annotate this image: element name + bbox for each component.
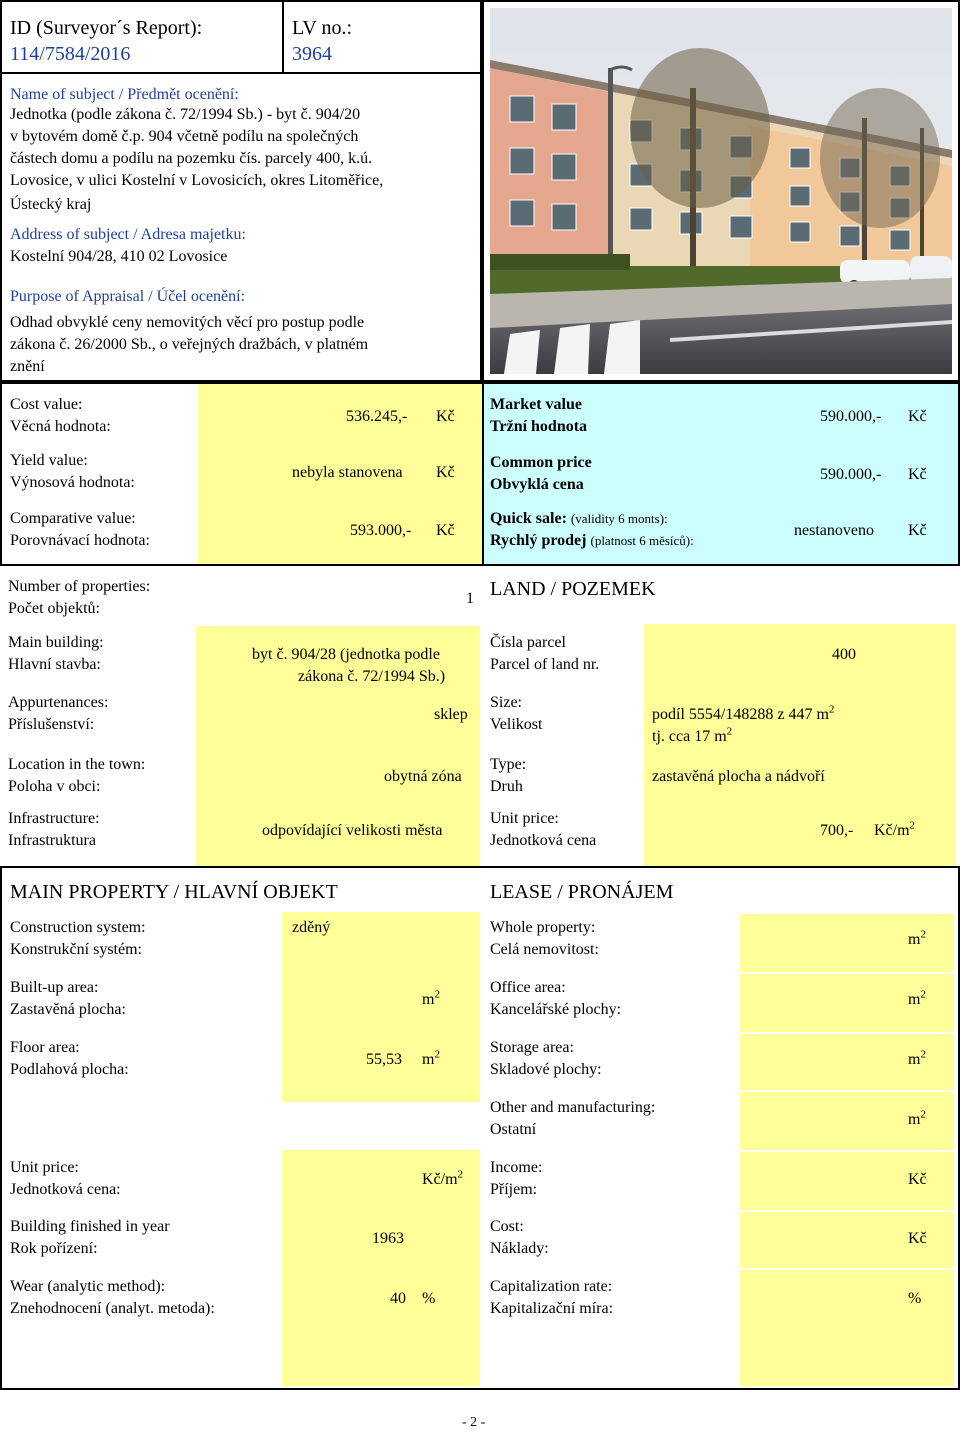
lease-divider-3 xyxy=(740,1090,954,1092)
lease-title: LEASE / PRONÁJEM xyxy=(490,881,674,903)
subject-name-line-1: Jednotka (podle zákona č. 72/1994 Sb.) - byt č. 904/20 xyxy=(10,106,361,123)
income-label-en: Income: xyxy=(490,1159,543,1176)
office-label-cz: Kancelářské plochy: xyxy=(490,1001,622,1018)
wear-label-cz: Znehodnocení (analyt. metoda): xyxy=(10,1300,215,1317)
wear-value: 40 xyxy=(390,1290,406,1307)
page-number: - 2 - xyxy=(462,1415,486,1430)
subject-name-label: Name of subject / Předmět ocenění: xyxy=(10,86,239,103)
year-value: 1963 xyxy=(372,1230,404,1247)
cap-rate-percent: % xyxy=(908,1290,922,1307)
wear-percent: % xyxy=(422,1290,436,1307)
comp-label-cz: Porovnávací hodnota: xyxy=(10,532,150,549)
lease-divider-4 xyxy=(740,1150,954,1152)
appurtenances-value: sklep xyxy=(434,706,468,723)
whole-unit-text: m xyxy=(908,931,921,948)
common-label-cz: Obvyklá cena xyxy=(490,476,584,493)
floor-area-unit-text: m xyxy=(422,1051,435,1068)
main-building-label-en: Main building: xyxy=(8,634,104,651)
cost-label-en: Cost value: xyxy=(10,396,83,413)
built-area-label-en: Built-up area: xyxy=(10,979,99,996)
storage-unit xyxy=(908,1049,926,1071)
other-label-cz: Ostatní xyxy=(490,1121,537,1138)
quick-label-en-bold: Quick sale: xyxy=(490,510,567,527)
quick-currency: Kč xyxy=(908,522,927,539)
quick-label-en xyxy=(490,508,668,530)
purpose-label: Purpose of Appraisal / Účel ocenění: xyxy=(10,288,246,305)
land-unit-unit-sup: 2 xyxy=(909,819,916,832)
yield-label-en: Yield value: xyxy=(10,452,88,469)
subject-box xyxy=(0,72,482,382)
land-unit-value: 700,- xyxy=(820,822,854,839)
id-box xyxy=(0,0,284,74)
building-photo-image xyxy=(490,8,952,374)
lv-value: 3964 xyxy=(292,43,332,65)
quick-label-cz-note: (platnost 6 měsíců): xyxy=(590,533,694,548)
floor-area-unit xyxy=(422,1049,440,1071)
year-label-cz: Rok pořízení: xyxy=(10,1240,98,1257)
whole-unit-sup: 2 xyxy=(920,928,926,941)
common-label-en: Common price xyxy=(490,454,592,471)
size-label-en: Size: xyxy=(490,694,522,711)
infrastructure-label-en: Infrastructure: xyxy=(8,810,100,827)
lv-label: LV no.: xyxy=(292,17,353,39)
subject-name-line-3: částech domu a podílu na pozemku čís. parcely 400, k.ú. xyxy=(10,150,373,167)
floor-area-label-en: Floor area: xyxy=(10,1039,80,1056)
quick-label-cz xyxy=(490,530,694,552)
unit-price-unit-text: Kč/m xyxy=(422,1171,458,1188)
office-label-en: Office area: xyxy=(490,979,566,996)
address-label: Address of subject / Adresa majetku: xyxy=(10,226,246,243)
purpose-line-2: zákona č. 26/2000 Sb., o veřejných dražbách, v platném xyxy=(10,336,369,353)
lease-cost-currency: Kč xyxy=(908,1230,927,1247)
land-unit-label-en: Unit price: xyxy=(490,810,559,827)
bottom-box xyxy=(0,866,960,1390)
size-value-1 xyxy=(652,704,834,726)
common-value: 590.000,- xyxy=(820,466,882,483)
lease-divider-2 xyxy=(740,1032,954,1034)
quick-value: nestanoveno xyxy=(794,522,874,539)
storage-label-en: Storage area: xyxy=(490,1039,574,1056)
lease-divider-6 xyxy=(740,1268,954,1270)
whole-unit xyxy=(908,929,926,951)
quick-label-cz-bold: Rychlý prodej xyxy=(490,532,587,549)
unit-price-label-en: Unit price: xyxy=(10,1159,79,1176)
parcel-label-en: Parcel of land nr. xyxy=(490,656,600,673)
values-left-box xyxy=(0,382,484,566)
yield-currency: Kč xyxy=(436,464,455,481)
purpose-line-3: znění xyxy=(10,358,45,375)
parcel-value: 400 xyxy=(832,646,856,663)
subject-name-line-2: v bytovém domě č.p. 904 včetně podílu na společných xyxy=(10,128,359,145)
cost-label-cz: Věcná hodnota: xyxy=(10,418,111,435)
land-unit-unit-text: Kč/m xyxy=(874,822,910,839)
comp-value: 593.000,- xyxy=(350,522,412,539)
office-unit xyxy=(908,989,926,1011)
floor-area-value: 55,53 xyxy=(366,1051,402,1068)
subject-name-line-5: Ústecký kraj xyxy=(10,196,92,213)
storage-unit-text: m xyxy=(908,1051,921,1068)
unit-price-unit xyxy=(422,1169,463,1191)
main-building-label-cz: Hlavní stavba: xyxy=(8,656,101,673)
built-area-unit-text: m xyxy=(422,991,435,1008)
location-label-cz: Poloha v obci: xyxy=(8,778,101,795)
appurtenances-label-en: Appurtenances: xyxy=(8,694,109,711)
size-value-1-text: podíl 5554/148288 z 447 m xyxy=(652,706,829,723)
comp-label-en: Comparative value: xyxy=(10,510,136,527)
appurtenances-label-cz: Příslušenství: xyxy=(8,716,95,733)
purpose-line-1: Odhad obvyklé ceny nemovitých věcí pro postup podle xyxy=(10,314,365,331)
main-property-title: MAIN PROPERTY / HLAVNÍ OBJEKT xyxy=(10,881,338,903)
construction-value: zděný xyxy=(292,919,331,936)
address-value: Kostelní 904/28, 410 02 Lovosice xyxy=(10,248,228,265)
other-unit xyxy=(908,1109,926,1131)
market-label-cz: Tržní hodnota xyxy=(490,418,588,435)
built-area-label-cz: Zastavěná plocha: xyxy=(10,1001,126,1018)
other-unit-text: m xyxy=(908,1111,921,1128)
office-unit-text: m xyxy=(908,991,921,1008)
property-photo-frame xyxy=(482,0,960,382)
land-title: LAND / POZEMEK xyxy=(490,578,656,600)
parcel-label-cz: Čísla parcel xyxy=(490,634,566,651)
cost-currency: Kč xyxy=(436,408,455,425)
floor-area-label-cz: Podlahová plocha: xyxy=(10,1061,129,1078)
yield-label-cz: Výnosová hodnota: xyxy=(10,474,135,491)
size-value-1-sup: 2 xyxy=(828,703,835,716)
storage-label-cz: Skladové plochy: xyxy=(490,1061,602,1078)
main-building-value-2: zákona č. 72/1994 Sb.) xyxy=(298,668,446,685)
location-value: obytná zóna xyxy=(384,768,462,785)
construction-label-cz: Konstrukční systém: xyxy=(10,941,142,958)
main-property-fill xyxy=(282,912,480,1102)
type-label-cz: Druh xyxy=(490,778,523,795)
year-label-en: Building finished in year xyxy=(10,1218,170,1235)
built-area-unit xyxy=(422,989,440,1011)
lease-divider-5 xyxy=(740,1210,954,1212)
size-value-2 xyxy=(652,726,732,748)
size-value-2-text: tj. cca 17 m xyxy=(652,728,727,745)
other-label-en: Other and manufacturing: xyxy=(490,1099,656,1116)
size-value-2-sup: 2 xyxy=(726,725,733,738)
other-unit-sup: 2 xyxy=(920,1108,926,1121)
main-building-value-1: byt č. 904/28 (jednotka podle xyxy=(252,646,440,663)
lease-cost-label-en: Cost: xyxy=(490,1218,524,1235)
lease-cost-label-cz: Náklady: xyxy=(490,1240,549,1257)
whole-label-cz: Celá nemovitost: xyxy=(490,941,599,958)
common-currency: Kč xyxy=(908,466,927,483)
lease-divider-1 xyxy=(740,972,954,974)
property-photo xyxy=(490,8,952,374)
market-currency: Kč xyxy=(908,408,927,425)
location-label-en: Location in the town: xyxy=(8,756,146,773)
yield-value: nebyla stanovena xyxy=(292,464,403,481)
count-label-en: Number of properties: xyxy=(8,578,151,595)
land-unit-unit xyxy=(874,820,915,842)
count-label-cz: Počet objektů: xyxy=(8,600,100,617)
id-value: 114/7584/2016 xyxy=(10,43,131,65)
wear-label-en: Wear (analytic method): xyxy=(10,1278,166,1295)
storage-unit-sup: 2 xyxy=(920,1048,926,1061)
office-unit-sup: 2 xyxy=(920,988,926,1001)
unit-price-label-cz: Jednotková cena: xyxy=(10,1181,121,1198)
subject-name-line-4: Lovosice, v ulici Kostelní v Lovosicích, okres Litoměřice, xyxy=(10,172,384,189)
infrastructure-label-cz: Infrastruktura xyxy=(8,832,96,849)
values-right-box xyxy=(482,382,960,566)
whole-label-en: Whole property: xyxy=(490,919,596,936)
size-label-cz: Velikost xyxy=(490,716,543,733)
income-label-cz: Příjem: xyxy=(490,1181,538,1198)
quick-label-en-note: (validity 6 monts): xyxy=(570,511,668,526)
market-label-en: Market value xyxy=(490,396,582,413)
comp-currency: Kč xyxy=(436,522,455,539)
cap-rate-label-cz: Kapitalizační míra: xyxy=(490,1300,614,1317)
count-value: 1 xyxy=(466,590,474,607)
infrastructure-value: odpovídající velikosti města xyxy=(262,822,443,839)
land-unit-label-cz: Jednotková cena xyxy=(490,832,597,849)
lv-box xyxy=(282,0,482,74)
type-value: zastavěná plocha a nádvoří xyxy=(652,768,825,785)
cap-rate-label-en: Capitalization rate: xyxy=(490,1278,613,1295)
floor-area-unit-sup: 2 xyxy=(434,1048,440,1061)
income-currency: Kč xyxy=(908,1171,927,1188)
built-area-unit-sup: 2 xyxy=(434,988,440,1001)
market-value: 590.000,- xyxy=(820,408,882,425)
cost-value: 536.245,- xyxy=(346,408,408,425)
type-label-en: Type: xyxy=(490,756,527,773)
unit-price-unit-sup: 2 xyxy=(457,1168,464,1181)
construction-label-en: Construction system: xyxy=(10,919,146,936)
id-label: ID (Surveyor´s Report): xyxy=(10,17,203,39)
